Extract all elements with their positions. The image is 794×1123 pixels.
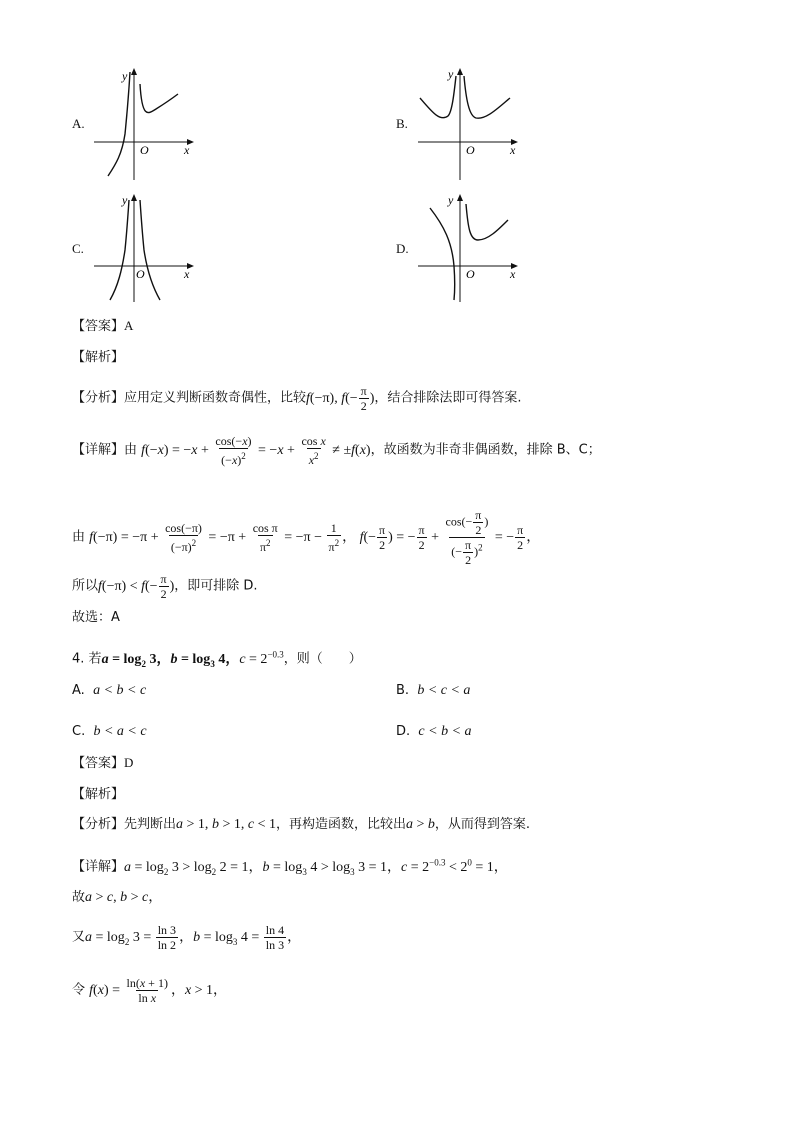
q3-fenxi-tag: 【分析】 (72, 390, 125, 406)
q4-option-d-expr: c < b < a (418, 724, 472, 739)
q4-answer-line (72, 754, 133, 773)
q3-xiangjie-line (72, 434, 601, 467)
q3-fenxi-line (72, 384, 522, 413)
q3-answer-tag: 【答案】 (72, 319, 125, 334)
q4-option-c (72, 723, 147, 741)
q4-fenxi-expr-2: a > b (405, 817, 435, 832)
q4-fenxi-text-1: 先判断出 (124, 817, 177, 832)
q4-option-d (396, 723, 472, 741)
q4-stem-ruo: 若 (88, 651, 102, 667)
q3-you: 由 (72, 529, 86, 545)
q4-stem-tail: ，则（ ） (283, 651, 362, 667)
q4-xiangjie-expr: $a = \log_2 3 > \log_2 2 = 1$，$b = \log_3 4 > \log_3 3 = 1$，$c = 2^{-0.3} < 2^0 = 1$， (124, 857, 508, 877)
graph-a (90, 64, 200, 184)
q4-option-b-label: B. (396, 683, 410, 698)
q3-compare-expr-1: f(−π) = −π + $\frac{\cos(-\pi)}{(-\pi)^2}$ = −π + $\frac{\text{cos π}}{\pi^2}$ = −π − $\frac{1}{\pi^2}$ ， f(− $\frac{\pi}{2}$ ) = − $\frac{\pi}{2}$ + cos(− $\frac{\pi}{2}$ ) (− $\frac{\pi}{2}$ )$^2$ = − $\frac{\pi}{2}$ ， (89, 508, 541, 567)
q4-option-c-expr: b < a < c (93, 724, 147, 739)
q4-option-b (396, 682, 470, 700)
graph-b-origin: O (466, 143, 475, 157)
q4-option-b-expr: b < c < a (417, 683, 471, 698)
q3-xiangjie-text-1: 由 (124, 442, 138, 458)
q4-option-a-expr: a < b < c (93, 683, 147, 698)
q4-stem-expr: $a = \log_2 3$，$b = \log_3 4$，$c = 2^{-0.3}$ (101, 649, 284, 669)
q4-option-d-label: D. (396, 724, 411, 739)
q4-you-line (72, 923, 301, 952)
graph-d-x: x (510, 267, 516, 281)
q4-fenxi-tag: 【分析】 (72, 817, 125, 832)
q4-number: 4. (72, 651, 85, 667)
q3-xiangjie-expr: f(−x) = −x + $\frac{\cos(-x)}{(-x)^2}$ = −x + $\frac{\text{cos x}}{x^2}$ ≠ ±f(x) (141, 434, 371, 467)
q4-ling: 令 (72, 982, 86, 998)
q3-answer-value: A (124, 318, 134, 333)
option-a-label: A. (72, 116, 85, 131)
q4-you: 又 (72, 929, 86, 945)
graph-c (90, 190, 200, 310)
q4-option-a (72, 682, 146, 700)
graph-c-y: y (122, 193, 128, 207)
q3-fenxi-text-2: ，结合排除法即可得答案. (374, 390, 522, 406)
q4-gu: 故 (72, 890, 86, 905)
option-d-label: D. (396, 241, 409, 256)
q4-fenxi-line (72, 816, 530, 834)
graph-d-origin: O (466, 267, 475, 281)
q4-answer-value: D (124, 755, 134, 770)
q3-xiangjie-tag: 【详解】 (72, 442, 125, 458)
q4-option-c-label: C. (72, 724, 86, 739)
option-b-label: B. (396, 116, 408, 131)
q3-suoyi-line (72, 572, 258, 601)
q3-suoyi-tail: ，即可排除 D. (174, 578, 258, 594)
q4-fenxi-text-2: ，再构造函数，比较出 (275, 817, 406, 832)
graph-b-y: y (448, 67, 454, 81)
q4-you-expr: $a = \log_2 3$ = $\frac{\ln 3}{\ln 2}$ ，$b = \log_3 4$ = $\frac{\ln 4}{\ln 3}$ ， (85, 923, 302, 952)
q4-option-a-label: A. (72, 683, 85, 698)
option-c-label: C. (72, 241, 84, 256)
q4-gu-expr: a > c, b > c， (85, 890, 163, 905)
graph-b (414, 64, 524, 184)
q4-xiangjie-tag: 【详解】 (72, 859, 125, 875)
graph-b-x: x (510, 143, 516, 157)
q3-analysis-tag: 【解析】 (72, 350, 125, 365)
q4-analysis-tag: 【解析】 (72, 787, 125, 802)
graph-d (414, 190, 524, 310)
q3-xiangjie-text-2: ，故函数为非奇非偶函数，排除 B、C； (370, 442, 601, 458)
q3-fenxi-expr: f(−π), f(− $\frac{\pi}{2}$ ) (306, 384, 375, 413)
q4-answer-tag: 【答案】 (72, 756, 125, 771)
q3-suoyi-expr: f(−π) < f(− $\frac{\pi}{2}$ ) (98, 572, 175, 601)
q3-choose: 故选：A (72, 610, 120, 625)
q4-fenxi-expr-1: a > 1, b > 1, c < 1 (176, 817, 276, 832)
q3-answer-line (72, 317, 133, 336)
q3-fenxi-text-1: 应用定义判断函数奇偶性，比较 (124, 390, 307, 406)
graph-d-y: y (448, 193, 454, 207)
graph-a-y: y (122, 69, 128, 83)
q4-ling-line (72, 976, 227, 1005)
q4-gu-line (72, 889, 162, 907)
graph-a-x: x (184, 143, 190, 157)
q4-ling-expr: f(x) = $\frac{\ln(x + 1)}{\text{ln x}}$ ，x > 1， (89, 976, 228, 1005)
graph-c-x: x (184, 267, 190, 281)
graph-c-origin: O (136, 267, 145, 281)
q4-fenxi-text-3: ，从而得到答案. (434, 817, 531, 832)
q4-xiangjie-line (72, 853, 508, 880)
q3-compare-line (72, 508, 540, 567)
graph-a-origin: O (140, 143, 149, 157)
q4-stem (72, 645, 362, 672)
q3-suoyi: 所以 (72, 578, 99, 594)
